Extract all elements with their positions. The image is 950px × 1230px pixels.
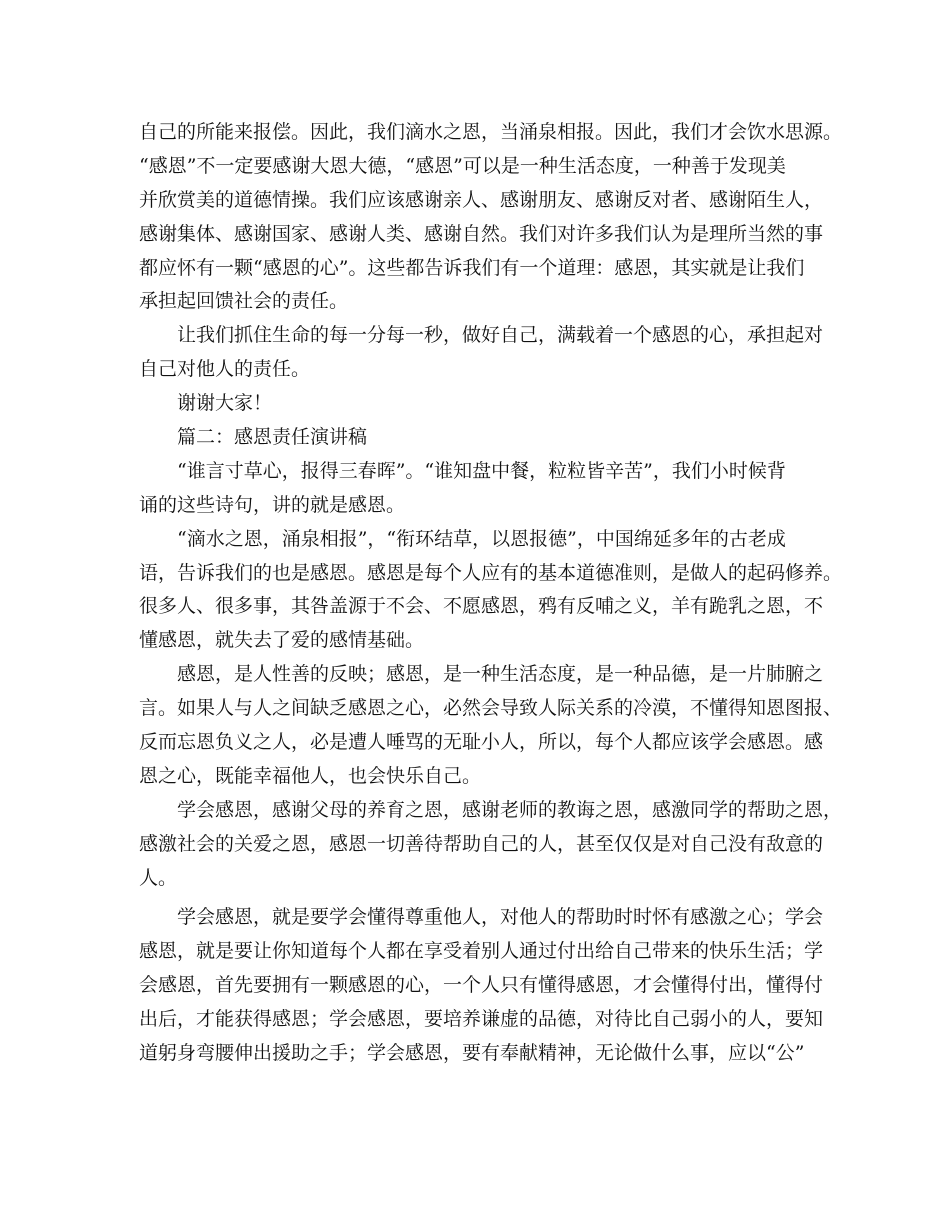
text-line-8: 自己对他人的责任。: [139, 358, 311, 381]
text-line-20: 恩之心，既能幸福他人，也会快乐自己。: [139, 764, 482, 787]
text-line-12: 诵的这些诗句，讲的就是感恩。: [139, 493, 406, 516]
text-line-17: 感恩，是人性善的反映；感恩，是一种生活态度，是一种品德，是一片肺腑之: [177, 663, 824, 686]
text-line-16: 懂感恩，就失去了爱的感情基础。: [139, 629, 425, 652]
text-line-21: 学会感恩，感谢父母的养育之恩，感谢老师的教诲之恩，感激同学的帮助之恩，: [177, 798, 843, 821]
text-line-11: “谁言寸草心，报得三春晖”。“谁知盘中餐，粒粒皆辛苦”，我们小时候背: [177, 459, 786, 482]
text-line-13: “滴水之恩，涌泉相报”，“衔环结草，以恩报德”，中国绵延多年的古老成: [177, 527, 786, 550]
text-line-25: 感恩，就是要让你知道每个人都在享受着别人通过付出给自己带来的快乐生活；学: [139, 940, 824, 963]
text-line-7: 让我们抓住生命的每一分每一秒，做好自己，满载着一个感恩的心，承担起对: [177, 324, 824, 347]
text-line-28: 道躬身弯腰伸出援助之手；学会感恩，要有奉献精神，无论做什么事，应以“公”: [139, 1042, 805, 1065]
text-line-22: 感激社会的关爱之恩，感恩一切善待帮助自己的人，甚至仅仅是对自己没有敌意的: [139, 832, 824, 855]
closing-thanks: 谢谢大家！: [177, 392, 273, 415]
text-line-24: 学会感恩，就是要学会懂得尊重他人，对他人的帮助时时怀有感激之心；学会: [177, 906, 824, 929]
section-heading: 篇二：感恩责任演讲稿: [177, 426, 368, 449]
text-line-6: 承担起回馈社会的责任。: [139, 290, 349, 313]
text-line-1: 自己的所能来报偿。因此，我们滴水之恩，当涌泉相报。因此，我们才会饮水思源。: [139, 121, 843, 143]
text-line-19: 反而忘恩负义之人，必是遭人唾骂的无耻小人，所以，每个人都应该学会感恩。感: [139, 731, 824, 754]
text-line-18: 言。如果人与人之间缺乏感恩之心，必然会导致人际关系的冷漠，不懂得知恩图报、: [139, 697, 843, 720]
text-line-27: 出后，才能获得感恩；学会感恩，要培养谦虚的品德，对待比自己弱小的人，要知: [139, 1008, 824, 1031]
text-line-4: 感谢集体、感谢国家、感谢人类、感谢自然。我们对许多我们认为是理所当然的事: [139, 222, 824, 245]
speech-text-body: [139, 116, 843, 1071]
text-line-26: 会感恩，首先要拥有一颗感恩的心，一个人只有懂得感恩，才会懂得付出，懂得付: [139, 974, 824, 997]
text-line-14: 语，告诉我们的也是感恩。感恩是每个人应有的基本道德准则，是做人的起码修养。: [139, 561, 843, 584]
text-line-5: 都应怀有一颗“感恩的心”。这些都告诉我们有一个道理：感恩，其实就是让我们: [139, 256, 805, 279]
text-line-15: 很多人、很多事，其咎盖源于不会、不愿感恩，鸦有反哺之义，羊有跪乳之恩，不: [139, 595, 824, 618]
text-line-23: 人。: [139, 866, 178, 889]
text-line-3: 并欣赏美的道德情操。我们应该感谢亲人、感谢朋友、感谢反对者、感谢陌生人，: [139, 188, 824, 211]
text-line-2: “感恩”不一定要感谢大恩大德，“感恩”可以是一种生活态度，一种善于发现美: [139, 154, 786, 177]
